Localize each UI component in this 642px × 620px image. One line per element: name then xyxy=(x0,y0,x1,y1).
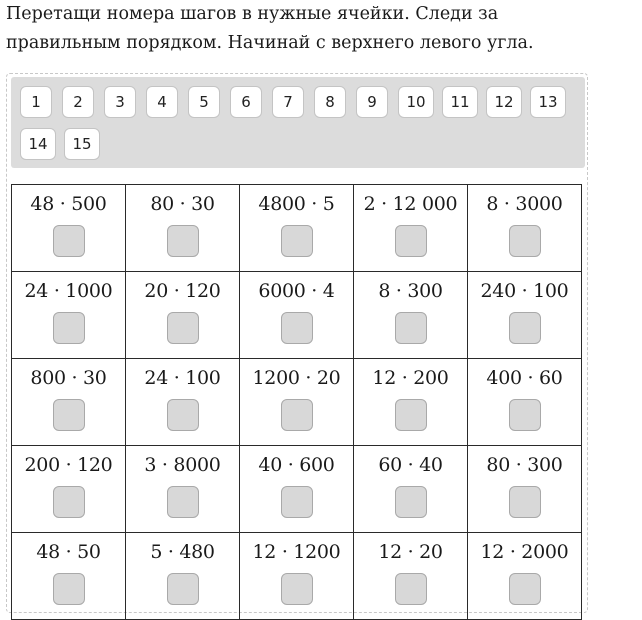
grid-cell xyxy=(354,359,468,446)
drop-slot[interactable] xyxy=(509,399,541,431)
expression: 3 · 8000 xyxy=(144,454,221,476)
grid-cell xyxy=(126,533,240,620)
chip-7[interactable]: 7 xyxy=(272,86,304,118)
expression: 8 · 300 xyxy=(378,280,443,302)
expression: 48 · 500 xyxy=(30,193,107,215)
expression: 12 · 20 xyxy=(378,541,443,563)
instructions xyxy=(6,0,626,58)
drop-slot[interactable] xyxy=(53,486,85,518)
drop-slot[interactable] xyxy=(509,225,541,257)
drop-slot[interactable] xyxy=(281,225,313,257)
grid-cell xyxy=(126,446,240,533)
expression: 48 · 50 xyxy=(36,541,101,563)
grid-cell xyxy=(240,533,354,620)
grid-cell xyxy=(468,359,582,446)
drop-slot[interactable] xyxy=(53,225,85,257)
chip-15[interactable]: 15 xyxy=(64,128,100,160)
drop-slot[interactable] xyxy=(167,573,199,605)
chip-11[interactable]: 11 xyxy=(442,86,478,118)
chip-10[interactable]: 10 xyxy=(398,86,434,118)
grid-cell xyxy=(12,272,126,359)
expression: 12 · 1200 xyxy=(252,541,341,563)
expression: 12 · 2000 xyxy=(480,541,569,563)
grid-cell xyxy=(12,359,126,446)
grid-row-1 xyxy=(12,185,582,272)
expression: 6000 · 4 xyxy=(258,280,335,302)
chip-2[interactable]: 2 xyxy=(62,86,94,118)
drop-slot[interactable] xyxy=(395,573,427,605)
chip-14[interactable]: 14 xyxy=(20,128,56,160)
expression: 60 · 40 xyxy=(378,454,443,476)
expression: 2 · 12 000 xyxy=(363,193,458,215)
expression-grid xyxy=(11,184,582,620)
grid-cell xyxy=(126,272,240,359)
grid-cell xyxy=(12,185,126,272)
drop-slot[interactable] xyxy=(281,312,313,344)
grid-cell xyxy=(468,533,582,620)
chip-tray xyxy=(11,77,585,168)
drop-slot[interactable] xyxy=(167,486,199,518)
expression: 4800 · 5 xyxy=(258,193,335,215)
drop-slot[interactable] xyxy=(509,312,541,344)
expression: 400 · 60 xyxy=(486,367,563,389)
expression: 12 · 200 xyxy=(372,367,449,389)
grid-cell xyxy=(240,185,354,272)
grid-cell xyxy=(354,533,468,620)
expression: 40 · 600 xyxy=(258,454,335,476)
expression: 800 · 30 xyxy=(30,367,107,389)
expression: 240 · 100 xyxy=(480,280,569,302)
chip-8[interactable]: 8 xyxy=(314,86,346,118)
drop-slot[interactable] xyxy=(53,573,85,605)
drop-slot[interactable] xyxy=(509,486,541,518)
drop-slot[interactable] xyxy=(395,312,427,344)
grid-cell xyxy=(126,359,240,446)
chip-5[interactable]: 5 xyxy=(188,86,220,118)
chip-4[interactable]: 4 xyxy=(146,86,178,118)
drop-slot[interactable] xyxy=(167,399,199,431)
grid-row-4 xyxy=(12,446,582,533)
grid-row-2 xyxy=(12,272,582,359)
grid-cell xyxy=(240,359,354,446)
chip-6[interactable]: 6 xyxy=(230,86,262,118)
grid-row-5 xyxy=(12,533,582,620)
grid-row-3 xyxy=(12,359,582,446)
expression: 20 · 120 xyxy=(144,280,221,302)
expression: 8 · 3000 xyxy=(486,193,563,215)
grid-cell xyxy=(354,272,468,359)
expression: 5 · 480 xyxy=(150,541,215,563)
expression: 24 · 100 xyxy=(144,367,221,389)
grid-cell xyxy=(240,446,354,533)
drop-slot[interactable] xyxy=(281,486,313,518)
chip-3[interactable]: 3 xyxy=(104,86,136,118)
grid-cell xyxy=(468,272,582,359)
drop-slot[interactable] xyxy=(281,399,313,431)
grid-cell xyxy=(468,185,582,272)
drop-slot[interactable] xyxy=(395,399,427,431)
grid-cell xyxy=(12,446,126,533)
drop-slot[interactable] xyxy=(281,573,313,605)
chip-13[interactable]: 13 xyxy=(530,86,566,118)
expression: 80 · 30 xyxy=(150,193,215,215)
chip-1[interactable]: 1 xyxy=(20,86,52,118)
drop-slot[interactable] xyxy=(395,486,427,518)
grid-cell xyxy=(354,185,468,272)
expression: 1200 · 20 xyxy=(252,367,341,389)
drop-slot[interactable] xyxy=(509,573,541,605)
chip-12[interactable]: 12 xyxy=(486,86,522,118)
instructions-line-1: Перетащи номера шагов в нужные ячейки. Следи за xyxy=(6,4,499,24)
instructions-line-2: правильным порядком. Начинай с верхнего левого угла. xyxy=(6,33,534,53)
expression: 80 · 300 xyxy=(486,454,563,476)
grid-cell xyxy=(468,446,582,533)
drop-slot[interactable] xyxy=(167,225,199,257)
grid-cell xyxy=(354,446,468,533)
grid-cell xyxy=(240,272,354,359)
grid-cell xyxy=(126,185,240,272)
drop-slot[interactable] xyxy=(395,225,427,257)
drop-slot[interactable] xyxy=(53,312,85,344)
drop-slot[interactable] xyxy=(167,312,199,344)
drop-slot[interactable] xyxy=(53,399,85,431)
expression: 200 · 120 xyxy=(24,454,113,476)
expression: 24 · 1000 xyxy=(24,280,113,302)
chip-9[interactable]: 9 xyxy=(356,86,388,118)
grid-cell xyxy=(12,533,126,620)
